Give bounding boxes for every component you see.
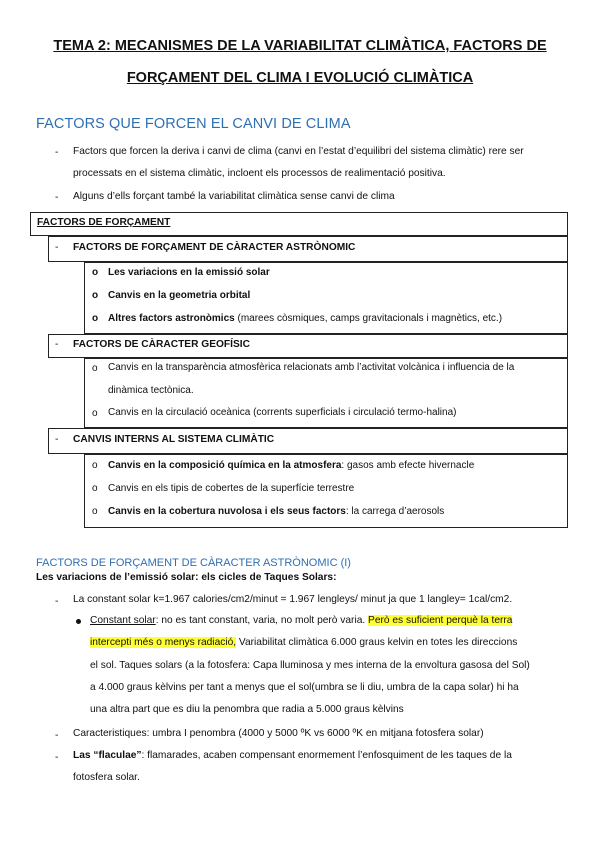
paragraph-line: una altra part que es diu la penombra que radia a 5.000 graus kèlvins: [90, 704, 404, 715]
list-item: Canvis en els tipis de cobertes de la superfície terrestre: [108, 483, 355, 494]
table-header: FACTORS DE FORÇAMENT: [37, 217, 171, 228]
dash-marker: -: [55, 596, 59, 607]
paragraph-line: La constant solar k=1.967 calories/cm2/minut = 1.967 lengleys/ minut ja que 1 langley= 1cal/cm2.: [73, 594, 513, 605]
group-label-geophysic: FACTORS DE CÀRACTER GEOFÍSIC: [73, 339, 250, 350]
dash-marker: -: [55, 730, 59, 741]
dash-marker: -: [55, 434, 59, 445]
list-item: Canvis en la cobertura nuvolosa i els seus factors: la carrega d’aerosols: [108, 506, 445, 517]
circle-marker: o: [92, 363, 98, 374]
paragraph-line: Las “flaculae”: flamarades, acaben compensant enormement l’enfosquiment de les taques de la: [73, 750, 512, 761]
paragraph-line: Factors que forcen la deriva i canvi de clima (canvi en l’estat d’equilibri del sistema climàtic) rere ser: [73, 146, 524, 157]
dash-marker: -: [55, 752, 59, 763]
section-heading-astronomic-i: FACTORS DE FORÇAMENT DE CÀRACTER ASTRÒNOMIC (I): [36, 557, 351, 569]
circle-marker: o: [92, 313, 99, 324]
list-item: Altres factors astronòmics (marees còsmiques, camps gravitacionals i magnètics, etc.): [108, 313, 503, 324]
paragraph-line: processats en el sistema climàtic, incloent els processos de realimentació positiva.: [73, 168, 446, 179]
section-heading: FACTORS QUE FORCEN EL CANVI DE CLIMA: [36, 116, 351, 132]
list-item: Les variacions en la emissió solar: [108, 267, 270, 278]
dash-marker: -: [55, 192, 59, 203]
paragraph-line: a 4.000 graus kèlvins per tant a menys que el sol(umbra se li diu, umbra de la capa solar) hi ha: [90, 682, 519, 693]
list-item: Canvis en la composició química en la atmosfera: gasos amb efecte hivernacle: [108, 460, 475, 471]
group-label-internal: CANVIS INTERNS AL SISTEMA CLIMÀTIC: [73, 434, 275, 445]
paragraph-line: el sol. Taques solars (a la fotosfera: Capa lluminosa y mes interna de la envoltura gasosa del Sol): [90, 660, 530, 671]
paragraph-line: Caracteristiques: umbra I penombra (4000 y 5000 ºK vs 6000 ºK en mitjana fotosfera solar): [73, 728, 484, 739]
circle-marker: o: [92, 290, 99, 301]
dash-marker: -: [55, 242, 59, 253]
dash-marker: -: [55, 339, 59, 350]
page-title-line2: FORÇAMENT DEL CLIMA I EVOLUCIÓ CLIMÀTICA: [126, 70, 474, 86]
dash-marker: -: [55, 147, 59, 158]
circle-marker: o: [92, 460, 98, 471]
list-item-continuation: dinàmica tectònica.: [108, 385, 194, 396]
paragraph-line: Alguns d’ells forçant també la variabilitat climàtica sense canvi de clima: [73, 191, 395, 202]
circle-marker: o: [92, 483, 98, 494]
circle-marker: o: [92, 506, 98, 517]
list-item: Canvis en la transparència atmosfèrica relacionats amb l’activitat volcànica i influencia de la: [108, 362, 515, 373]
list-item: Canvis en la geometria orbital: [108, 290, 251, 301]
paragraph-line: intercepti més o menys radiació, Variabilitat climàtica 6.000 graus kelvin en totes les direccions: [90, 637, 518, 648]
circle-marker: o: [92, 267, 99, 278]
dot-marker: [76, 619, 81, 624]
section-subheading: Les variacions de l’emissió solar: els cicles de Taques Solars:: [36, 572, 337, 583]
page-title-line1: TEMA 2: MECANISMES DE LA VARIABILITAT CLIMÀTICA, FACTORS DE: [53, 38, 547, 54]
paragraph-line: Constant solar: no es tant constant, varia, no molt però varia. Però es suficient perquè la terra: [90, 615, 513, 626]
list-item: Canvis en la circulació oceànica (corrents superficials i circulació termo-halina): [108, 407, 457, 418]
group-label-astronomic: FACTORS DE FORÇAMENT DE CÀRACTER ASTRÒNOMIC: [73, 242, 356, 253]
circle-marker: o: [92, 408, 98, 419]
paragraph-line: fotosfera solar.: [73, 772, 140, 783]
